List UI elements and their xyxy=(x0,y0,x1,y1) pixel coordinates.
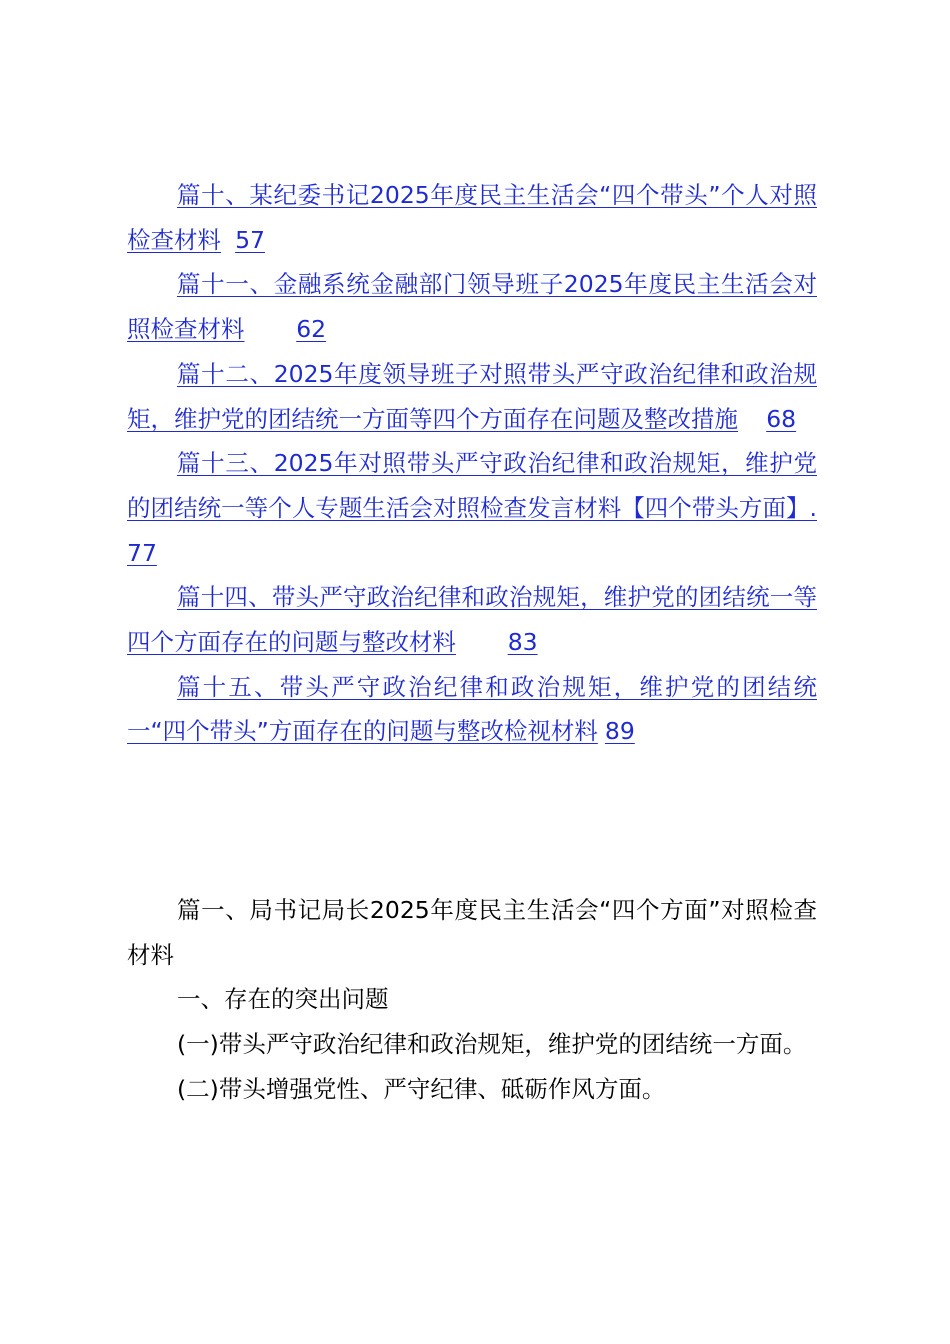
toc-entry-title: 篇十二、2025年度领导班子对照带头严守政治纪律和政治规矩，维护党的团结统一方面等四个方面存在问题及整改措施 xyxy=(127,359,817,433)
document-body xyxy=(127,888,817,1112)
toc-entry-10 xyxy=(127,173,817,262)
toc-entry-title: 篇十五、带头严守政治纪律和政治规矩，维护党的团结统一“四个带头”方面存在的问题与整改检视材料 xyxy=(127,672,817,746)
toc-entry-title: 篇十四、带头严守政治纪律和政治规矩，维护党的团结统一等四个方面存在的问题与整改材料 xyxy=(127,583,817,657)
toc-entry-13 xyxy=(127,441,817,575)
document-heading: 篇一、局书记局长2025年度民主生活会“四个方面”对照检查材料 xyxy=(127,896,817,969)
toc-entry-page: 68 xyxy=(766,404,797,433)
toc-entry-title: 篇十一、金融系统金融部门领导班子2025年度民主生活会对照检查材料 xyxy=(127,270,817,344)
toc-entry-page: 83 xyxy=(507,628,538,657)
toc-entry-page: 89 xyxy=(604,717,635,746)
toc-entry-title: 篇十、某纪委书记2025年度民主生活会“四个带头”个人对照检查材料 xyxy=(127,181,817,254)
toc-link[interactable] xyxy=(127,262,817,351)
toc-entry-14 xyxy=(127,575,817,664)
toc-link[interactable] xyxy=(127,173,817,262)
toc-entry-11 xyxy=(127,262,817,351)
toc-link[interactable] xyxy=(127,665,817,754)
toc-entry-15 xyxy=(127,665,817,754)
toc-entry-12 xyxy=(127,352,817,441)
section-heading: 一、存在的突出问题 xyxy=(177,985,389,1014)
toc-entry-page: 57 xyxy=(235,225,265,254)
table-of-contents xyxy=(127,173,817,754)
toc-entry-page: 62 xyxy=(296,315,327,344)
toc-entry-page: 77 xyxy=(127,538,157,567)
body-item: (二)带头增强党性、严守纪律、砥砺作风方面。 xyxy=(177,1074,666,1103)
toc-link[interactable] xyxy=(127,352,817,441)
toc-link[interactable] xyxy=(127,441,817,575)
body-item: (一)带头严守政治纪律和政治规矩，维护党的团结统一方面。 xyxy=(177,1030,807,1059)
toc-entry-title: 篇十三、2025年对照带头严守政治纪律和政治规矩，维护党的团结统一等个人专题生活会对照检查发言材料【四个带头方面】. xyxy=(127,449,817,522)
toc-link[interactable] xyxy=(127,575,817,664)
